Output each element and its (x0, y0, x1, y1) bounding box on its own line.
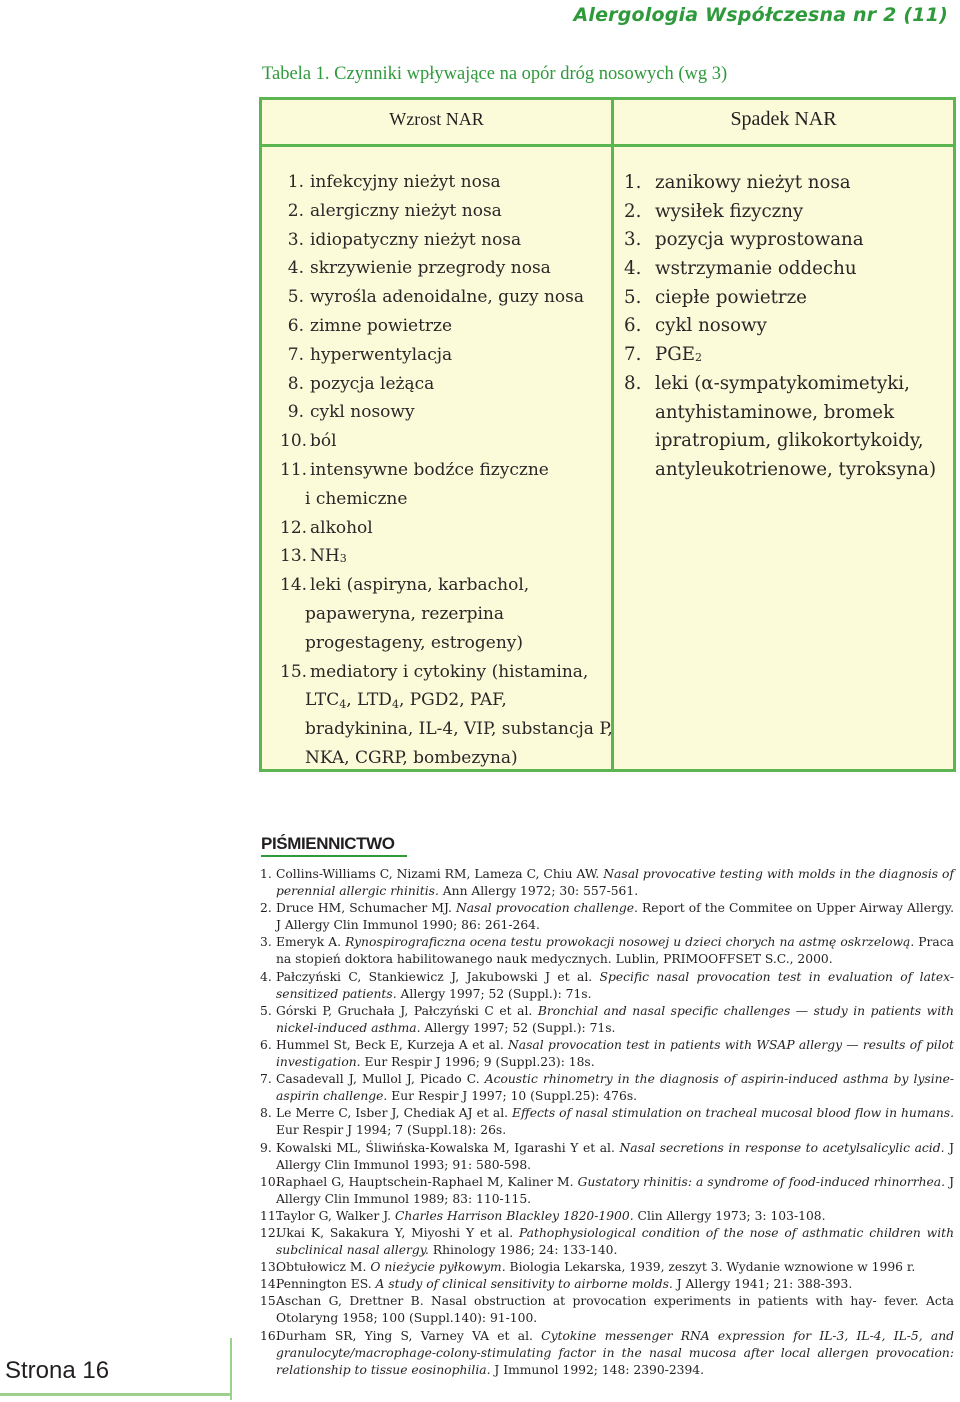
list-item: 3. pozycja wyprostowana (624, 229, 864, 251)
reference-item: 1. Collins-Williams C, Nizami RM, Lameza C, Chiu AW. Nasal provocative testing with molds in the diagnosis of perennial allergic rhinitis. Ann Allergy 1972; 30: 557-561. (260, 867, 954, 899)
reference-item: 3. Emeryk A. Rynospirograficzna ocena testu prowokacji nosowej u dzieci chorych na astmę oskrzelową. Praca na stopień doktora habilitowanego nauk medycznych. Lublin, PRIMOOFFSET S.C., 2000. (260, 935, 954, 967)
list-item: 6. zimne powietrze (287, 315, 453, 336)
list-item: 3. idiopatyczny nieżyt nosa (287, 229, 522, 250)
list-item-continuation: NKA, CGRP, bombezyna) (305, 747, 518, 768)
reference-item: 2. Druce HM, Schumacher MJ. Nasal provocation challenge. Report of the Commitee on Upper Airway Allergy. J Allergy Clin Immunol 1990; 86: 261-264. (260, 901, 954, 933)
list-item-continuation: bradykinina, IL-4, VIP, substancja P, (305, 719, 613, 740)
journal-title: Alergologia Współczesna nr 2 (11) (573, 4, 948, 26)
list-item-continuation: antyleukotrienowe, tyroksyna) (655, 458, 937, 480)
list-item: 6. cykl nosowy (624, 315, 767, 337)
list-item: 5. ciepłe powietrze (624, 286, 807, 308)
list-item-continuation: ipratropium, glikokortykoidy, (655, 430, 924, 452)
page-number: Strona 16 (5, 1357, 110, 1384)
list-item: 7. PGE 2 (624, 344, 703, 366)
list-item: 14. leki (aspiryna, karbachol, (280, 575, 530, 596)
list-item: 8. leki (α-sympatykomimetyki, (624, 372, 910, 394)
reference-item: 13. Obtułowicz M. O nieżycie pyłkowym. Biologia Lekarska, 1939, zeszyt 3. Wydanie wznowione w 1996 r. (260, 1260, 916, 1275)
list-item: 13. NH 3 (280, 546, 347, 567)
list-item-continuation: progestageny, estrogeny) (305, 632, 524, 653)
reference-item: 5. Górski P, Gruchała J, Pałczyński C et al. Bronchial and nasal specific challenges — study in patients with nickel-induced asthma. Allergy 1997; 52 (Suppl.): 71s. (260, 1003, 954, 1035)
reference-item: 15. Aschan G, Drettner B. Nasal obstruction at provocation experiments in patients with hay- fever. Acta Otolaryng 1958; 100 (Suppl.140): 91-100. (260, 1294, 954, 1326)
reference-item: 12. Ukai K, Sakakura Y, Miyoshi Y et al. Pathophysiological condition of the nose of asthmatic children with subclinical nasal allergy. Rhinology 1986; 24: 133-140. (260, 1225, 954, 1258)
list-item: 10. ból (280, 431, 337, 452)
references-heading: PIŚMIENNICTWO (261, 834, 395, 853)
list-item: 9. cykl nosowy (287, 402, 415, 423)
list-item: 8. pozycja leżąca (287, 373, 435, 394)
reference-item: 4. Pałczyński C, Stankiewicz J, Jakubowski J et al. Specific nasal provocation test in evaluation of latex-sensitized patients. Allergy 1997; 52 (Suppl.): 71s. (260, 969, 954, 1001)
list-item: 2. wysiłek fizyczny (624, 200, 804, 222)
list-item: 4. wstrzymanie oddechu (624, 258, 857, 280)
reference-item: 9. Kowalski ML, Śliwińska-Kowalska M, Igarashi Y et al. Nasal secretions in response to acetylsalicylic acid. J Allergy Clin Immunol 1993; 91: 580-598. (260, 1140, 954, 1172)
reference-item: 14. Pennington ES. A study of clinical sensitivity to airborne molds. J Allergy 1941; 21: 388-393. (260, 1277, 853, 1292)
references-list (260, 866, 954, 1379)
list-item-continuation: antyhistaminowe, bromek (655, 401, 895, 423)
header-increase-nar: Wzrost NAR (389, 109, 484, 129)
page-number-underline (0, 1393, 232, 1396)
reference-item: 11. Taylor G, Walker J. Charles Harrison Blackley 1820-1900. Clin Allergy 1973; 3: 103-108. (260, 1208, 826, 1223)
table-header-row (262, 100, 953, 147)
list-item-continuation: papaweryna, rezerpina (305, 603, 505, 624)
list-item: 4. skrzywienie przegrody nosa (287, 258, 551, 279)
references-heading-underline (261, 855, 407, 857)
list-item: 5. wyrośla adenoidalne, guzy nosa (287, 287, 585, 308)
list-item: 11. intensywne bodźce fizyczne (280, 459, 549, 480)
reference-item: 6. Hummel St, Beck E, Kurzeja A et al. Nasal provocation test in patients with WSAP allergy — results of pilot investigation. Eur Respir J 1996; 9 (Suppl.23): 18s. (260, 1037, 954, 1070)
list-item: 15. mediatory i cytokiny (histamina, (280, 661, 589, 682)
list-item: 1. zanikowy nieżyt nosa (624, 172, 851, 193)
reference-item: 7. Casadevall J, Mullol J, Picado C. Acoustic rhinometry in the diagnosis of aspirin-induced asthma by lysine-aspirin challenge. Eur Respir J 1997; 10 (Suppl.25): 476s. (260, 1072, 955, 1104)
list-item-continuation: LTC4, LTD4, PGD2, PAF, (305, 690, 507, 712)
table-caption: Tabela 1. Czynniki wpływające na opór dróg nosowych (wg 3) (262, 64, 728, 84)
list-item: 1. infekcyjny nieżyt nosa (287, 172, 501, 192)
factors-table (259, 97, 956, 772)
list-item-continuation: i chemiczne (305, 488, 408, 509)
reference-item: 16. Durham SR, Ying S, Varney VA et al. Cytokine messenger RNA expression for IL-3, IL-4, IL-5, and granulocyte/macrophage-colony-stimulating factor in the nasal mucosa after local allergen provocation: relationship to tissue eosinophilia. J Immunol 1992; 148: 2390-2394. (260, 1328, 955, 1377)
list-item: 2. alergiczny nieżyt nosa (287, 200, 502, 221)
reference-item: 8. Le Merre C, Isber J, Chediak AJ et al. Effects of nasal stimulation on tracheal mucosal blood flow in humans. Eur Respir J 1994; 7 (Suppl.18): 26s. (260, 1106, 954, 1138)
decrease-factors-list (624, 169, 936, 485)
list-item: 12. alkohol (280, 517, 373, 538)
header-decrease-nar: Spadek NAR (730, 108, 837, 130)
increase-factors-list (280, 168, 613, 773)
list-item: 7. hyperwentylacja (287, 344, 453, 365)
reference-item: 10. Raphael G, Hauptschein-Raphael M, Kaliner M. Gustatory rhinitis: a syndrome of food-induced rhinorrhea. J Allergy Clin Immunol 1989; 83: 110-115. (260, 1174, 955, 1206)
